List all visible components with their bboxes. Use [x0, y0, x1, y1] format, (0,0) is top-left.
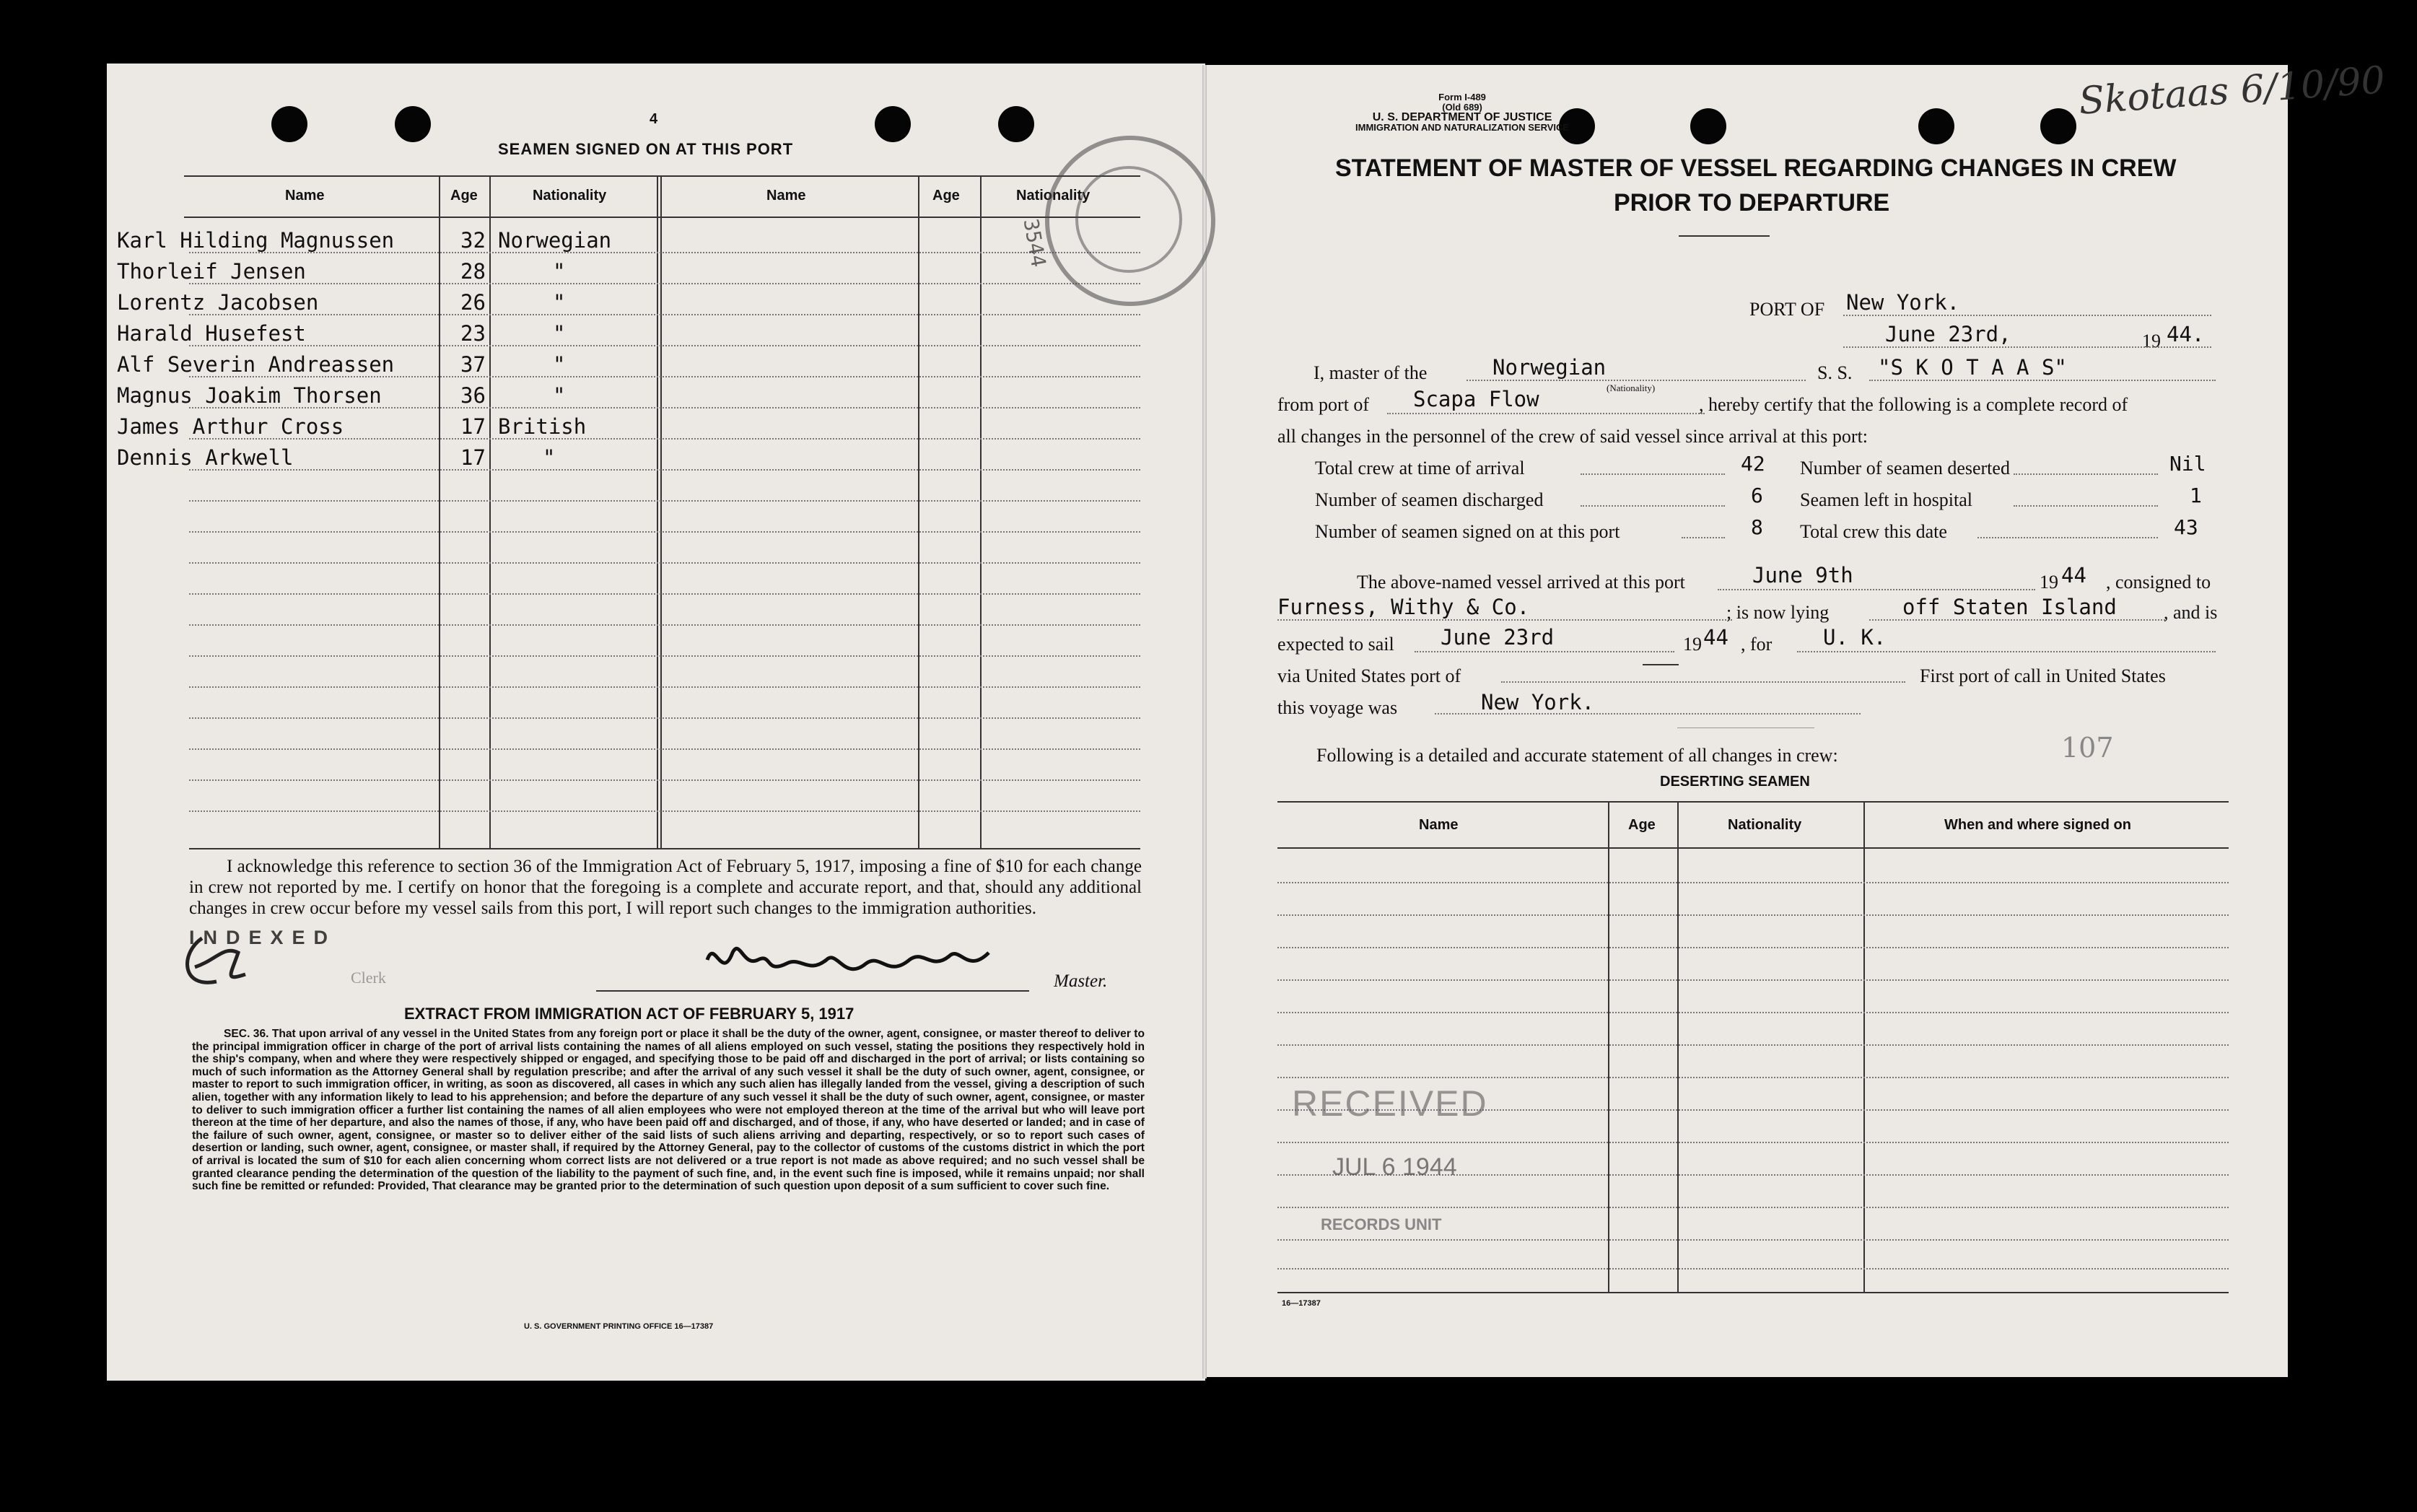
- seaman-name: Karl Hilding Magnussen: [117, 228, 395, 253]
- seaman-age: 37: [460, 352, 486, 377]
- lying-line: [1869, 619, 2165, 621]
- dotted-leader: [1682, 537, 1725, 538]
- row-line: [189, 283, 1140, 284]
- deserting-table-top: [1277, 801, 2229, 803]
- printing-office: U. S. GOVERNMENT PRINTING OFFICE 16—17387: [524, 1322, 714, 1331]
- form-header: [1355, 92, 1569, 133]
- dotted-leader: [1581, 505, 1725, 507]
- seaman-name: Lorentz Jacobsen: [117, 290, 319, 315]
- row-line: [1277, 1207, 2229, 1208]
- port-label: PORT OF: [1749, 299, 1825, 320]
- nationality-line: [1467, 380, 1806, 381]
- punch-hole: [271, 106, 307, 142]
- column-divider: [489, 175, 491, 848]
- row-line: [1277, 1142, 2229, 1143]
- via-label: via United States port of: [1277, 665, 1461, 686]
- signed-on-value: 8: [1751, 515, 1763, 539]
- stamp-number: 3544: [1018, 217, 1051, 269]
- via-line: [1501, 681, 1905, 683]
- indexed-stamp: INDEXED: [189, 927, 337, 948]
- row-line: [189, 686, 1140, 688]
- table-row: [117, 383, 382, 408]
- and-is-label: , and is: [2164, 602, 2218, 623]
- dotted-leader: [1977, 537, 2158, 538]
- column-divider: [1608, 801, 1609, 1292]
- row-line: [189, 500, 1140, 502]
- row-line: [1277, 1077, 2229, 1078]
- column-divider: [1677, 801, 1679, 1292]
- total-crew-label: Total crew at time of arrival: [1315, 458, 1525, 478]
- for-line: [1797, 651, 2216, 652]
- total-date-label: Total crew this date: [1800, 521, 1947, 542]
- clerk-label: Clerk: [351, 969, 386, 987]
- form-title-line2: PRIOR TO DEPARTURE: [1614, 189, 1890, 217]
- deserted-label: Number of seamen deserted: [1800, 458, 2010, 478]
- table-row: [117, 290, 318, 315]
- seaman-age: 17: [460, 445, 486, 470]
- table-row: [117, 445, 293, 470]
- row-line: [189, 810, 1140, 812]
- seaman-nationality: ": [553, 259, 566, 284]
- column-divider: [980, 175, 982, 848]
- first-port-label: First port of call in United States: [1920, 665, 2166, 686]
- nationality-value: Norwegian: [1492, 355, 1607, 380]
- port-line: [1843, 315, 2211, 316]
- footer-code: 16—17387: [1282, 1299, 1321, 1308]
- column-divider: [657, 175, 658, 848]
- title-underline: [1679, 235, 1770, 237]
- seaman-nationality: Norwegian: [498, 228, 612, 253]
- arrived-label: The above-named vessel arrived at this port: [1357, 572, 1685, 593]
- consigned-label: , consigned to: [2106, 572, 2211, 593]
- for-label: , for: [1741, 634, 1773, 655]
- arrived-year-suffix: 44: [2061, 563, 2086, 587]
- dotted-leader: [2014, 473, 2158, 475]
- handwritten-corner-note: Skotaas 6/10/90: [2077, 58, 2387, 123]
- punch-hole: [875, 106, 911, 142]
- master-label: Master.: [1054, 971, 1108, 991]
- deserting-title: DESERTING SEAMEN: [1660, 774, 1810, 790]
- consignee-line: [1277, 619, 1732, 621]
- table-row: [117, 414, 344, 439]
- table-row: [117, 352, 394, 377]
- year-suffix: 44.: [2167, 322, 2205, 346]
- seaman-nationality: ": [553, 321, 566, 346]
- column-header-age: Age: [450, 188, 478, 204]
- row-line: [189, 748, 1140, 750]
- column-divider: [660, 175, 662, 848]
- table-bottom-border: [189, 848, 1140, 849]
- punch-hole: [1690, 108, 1726, 144]
- table-row: [117, 321, 306, 346]
- row-line: [1277, 1268, 2229, 1270]
- immigration-seal-stamp: [1045, 136, 1215, 306]
- hospital-value: 1: [2190, 484, 2202, 507]
- from-port-value: Scapa Flow: [1413, 387, 1539, 411]
- punch-hole: [2040, 108, 2076, 144]
- seaman-nationality: British: [498, 414, 587, 439]
- deserting-column-name: Name: [1419, 817, 1459, 833]
- row-line: [189, 717, 1140, 719]
- master-signature-icon: [693, 931, 1010, 996]
- seaman-nationality: ": [553, 290, 566, 315]
- short-rule: [1677, 727, 1814, 728]
- row-line: [1277, 882, 2229, 883]
- vessel-name: "S K O T A A S": [1878, 355, 2067, 380]
- row-line: [189, 531, 1140, 533]
- sail-underline: [1643, 664, 1679, 665]
- deserting-column-age: Age: [1628, 817, 1656, 833]
- department: U. S. DEPARTMENT OF JUSTICE: [1372, 111, 1552, 123]
- following-label: Following is a detailed and accurate statement of all changes in crew:: [1316, 745, 1838, 766]
- sail-year-suffix: 44: [1703, 625, 1728, 650]
- sail-line: [1415, 651, 1674, 652]
- seaman-age: 28: [460, 259, 486, 284]
- year-prefix: 19: [2142, 331, 2161, 351]
- column-header-nationality: Nationality: [1016, 188, 1091, 204]
- row-line: [1277, 947, 2229, 948]
- nationality-caption: (Nationality): [1607, 383, 1656, 393]
- signed-on-label: Number of seamen signed on at this port: [1315, 521, 1620, 542]
- discharged-label: Number of seamen discharged: [1315, 489, 1544, 510]
- discharged-value: 6: [1751, 484, 1763, 507]
- deserted-value: Nil: [2169, 452, 2206, 476]
- section-title: SEAMEN SIGNED ON AT THIS PORT: [498, 140, 794, 158]
- seaman-age: 36: [460, 383, 486, 408]
- date-line: [1843, 346, 2211, 348]
- seal-inner-ring: [1075, 166, 1182, 273]
- seaman-age: 17: [460, 414, 486, 439]
- column-divider: [918, 175, 919, 848]
- seaman-name: Alf Severin Andreassen: [117, 352, 395, 377]
- arrived-value: June 9th: [1752, 563, 1853, 587]
- row-line: [189, 593, 1140, 595]
- seaman-name: Dennis Arkwell: [117, 445, 294, 470]
- sail-year-prefix: 19: [1683, 634, 1702, 655]
- acknowledgment-text: I acknowledge this reference to section 36 of the Immigration Act of February 5, 1917, imposing a fine of $10 for each change in crew not reported by me. I certify on honor that the foregoing is a complete and accurate report, and that, should any additional changes in crew occur before my vessel sails from this port, I will report such changes to the immigration authorities.: [189, 857, 1142, 918]
- punch-hole: [1918, 108, 1954, 144]
- records-unit-stamp: RECORDS UNIT: [1321, 1215, 1442, 1233]
- dotted-leader: [2014, 505, 2158, 507]
- from-port-line: [1387, 413, 1705, 414]
- extract-title: EXTRACT FROM IMMIGRATION ACT OF FEBRUARY 5, 1917: [404, 1005, 855, 1023]
- certify-text: , hereby certify that the following is a complete record of: [1699, 394, 2128, 415]
- voyage-label: this voyage was: [1277, 697, 1398, 718]
- vessel-line: [1869, 380, 2216, 381]
- column-header-age: Age: [932, 188, 960, 204]
- consignee-value: Furness, Withy & Co.: [1277, 595, 1530, 619]
- arrived-line: [1718, 589, 2035, 590]
- punch-hole: [395, 106, 431, 142]
- page-number: 4: [650, 111, 658, 127]
- seaman-name: James Arthur Cross: [117, 414, 344, 439]
- port-value: New York.: [1846, 290, 1960, 315]
- seaman-age: 26: [460, 290, 486, 315]
- deserting-column-signed-on: When and where signed on: [1944, 817, 2131, 833]
- voyage-line: [1435, 713, 1861, 715]
- certify-text-2: all changes in the personnel of the crew of said vessel since arrival at this port:: [1277, 426, 1869, 447]
- lying-label: ; is now lying: [1726, 602, 1830, 623]
- seaman-nationality: ": [553, 383, 566, 408]
- seaman-age: 23: [460, 321, 486, 346]
- seaman-name: Harald Husefest: [117, 321, 306, 346]
- deserting-table-bottom: [1277, 1292, 2229, 1293]
- seaman-nationality: ": [553, 352, 566, 377]
- lying-value: off Staten Island: [1902, 595, 2117, 619]
- table-row: [117, 228, 394, 253]
- row-line: [189, 562, 1140, 564]
- arrived-year-prefix: 19: [2040, 572, 2058, 593]
- deserting-column-nationality: Nationality: [1728, 817, 1802, 833]
- form-old-number: (Old 689): [1442, 102, 1482, 113]
- form-title-line1: STATEMENT OF MASTER OF VESSEL REGARDING CHANGES IN CREW: [1335, 154, 2177, 182]
- received-date: JUL 6 1944: [1332, 1153, 1457, 1181]
- row-line: [1277, 1012, 2229, 1013]
- sail-value: June 23rd: [1441, 625, 1555, 650]
- seaman-name: Magnus Joakim Thorsen: [117, 383, 382, 408]
- seaman-age: 32: [460, 228, 486, 253]
- dotted-leader: [1581, 473, 1725, 475]
- seaman-name: Thorleif Jensen: [117, 259, 306, 284]
- total-date-value: 43: [2174, 515, 2198, 539]
- row-line: [189, 469, 1140, 471]
- master-of-label: I, master of the: [1314, 362, 1428, 383]
- seaman-nationality: ": [543, 445, 556, 470]
- row-line: [189, 314, 1140, 315]
- row-line: [189, 345, 1140, 346]
- extract-text: SEC. 36. That upon arrival of any vessel in the United States from any foreign port or place it shall be the duty of the owner, agent, consignee, or master thereof to deliver to the principal immigration officer in charge of the port of arrival lists containing the names of all aliens employed on such vessel, stating the positions they respectively hold in the ship's company, when and where they were respectively shipped or engaged, and specifying those to be paid off and discharged in the port of arrival; or lists containing so much of such information as the Attorney General shall by regulation prescribe; and after the arrival of any such vessel it shall be the duty of such owner, agent, consignee, or master to report to such immigration officer, in writing, as soon as discovered, all cases in which any such alien has illegally landed from the vessel, giving a description of such alien, together with any information likely to lead to his apprehension; and before the departure of any such vessel it shall be the duty of such owner, agent, consignee, or master to deliver to such immigration officer a further list containing the names of all alien employees who were not employed thereon at the time of the arrival but who will leave port thereon at the time of her departure, and also the names of those, if any, who have been paid off and discharged, and of those, if any, who have deserted or landed; and in case of the failure of such owner, agent, consignee, or master so to deliver either of the said lists of such aliens arriving and departing, respectively, or so to report such cases of desertion or landing, such owner, agent, consignee, or master shall, if required by the Attorney General, pay to the collector of customs of the customs district in which the port of arrival is located the sum of $10 for each alien concerning whom correct lists are not delivered or a true report is not made as above required; and no such vessel shall be granted clearance pending the determination of the question of the liability to the payment of such fine, and, in the event such fine is imposed, while it remains unpaid; nor shall such fine be remitted or refunded: Provided, That clearance may be granted prior to the determination of such question upon deposit of a sum sufficient to cover such fine.: [192, 1028, 1145, 1193]
- row-line: [1277, 1044, 2229, 1046]
- clerk-initials-icon: [173, 931, 260, 996]
- row-line: [189, 779, 1140, 781]
- hospital-label: Seamen left in hospital: [1800, 489, 1973, 510]
- column-divider: [1863, 801, 1865, 1292]
- row-line: [189, 624, 1140, 626]
- ss-label: S. S.: [1817, 362, 1853, 383]
- row-line: [1277, 979, 2229, 981]
- total-crew-value: 42: [1741, 452, 1765, 476]
- form-number: Form I-489: [1438, 92, 1486, 102]
- service: IMMIGRATION AND NATURALIZATION SERVICE: [1355, 122, 1570, 133]
- sail-label: expected to sail: [1277, 634, 1394, 655]
- column-header-name: Name: [285, 188, 325, 204]
- date-value: June 23rd,: [1885, 322, 2011, 346]
- row-line: [1277, 914, 2229, 916]
- column-divider: [439, 175, 440, 848]
- received-stamp: RECEIVED: [1292, 1083, 1488, 1124]
- table-top-border: [184, 175, 1140, 177]
- from-port-label: from port of: [1277, 394, 1370, 415]
- column-header-nationality: Nationality: [533, 188, 607, 204]
- for-value: U. K.: [1823, 625, 1887, 650]
- row-line: [189, 655, 1140, 657]
- signature-line: [596, 990, 1029, 992]
- column-header-name: Name: [766, 188, 806, 204]
- table-row: [117, 259, 306, 284]
- voyage-value: New York.: [1481, 690, 1595, 715]
- punch-hole: [998, 106, 1034, 142]
- handwritten-number: 107: [2061, 732, 2114, 764]
- table-header-border: [184, 217, 1140, 218]
- row-line: [1277, 1239, 2229, 1241]
- deserting-table-header: [1277, 847, 2229, 849]
